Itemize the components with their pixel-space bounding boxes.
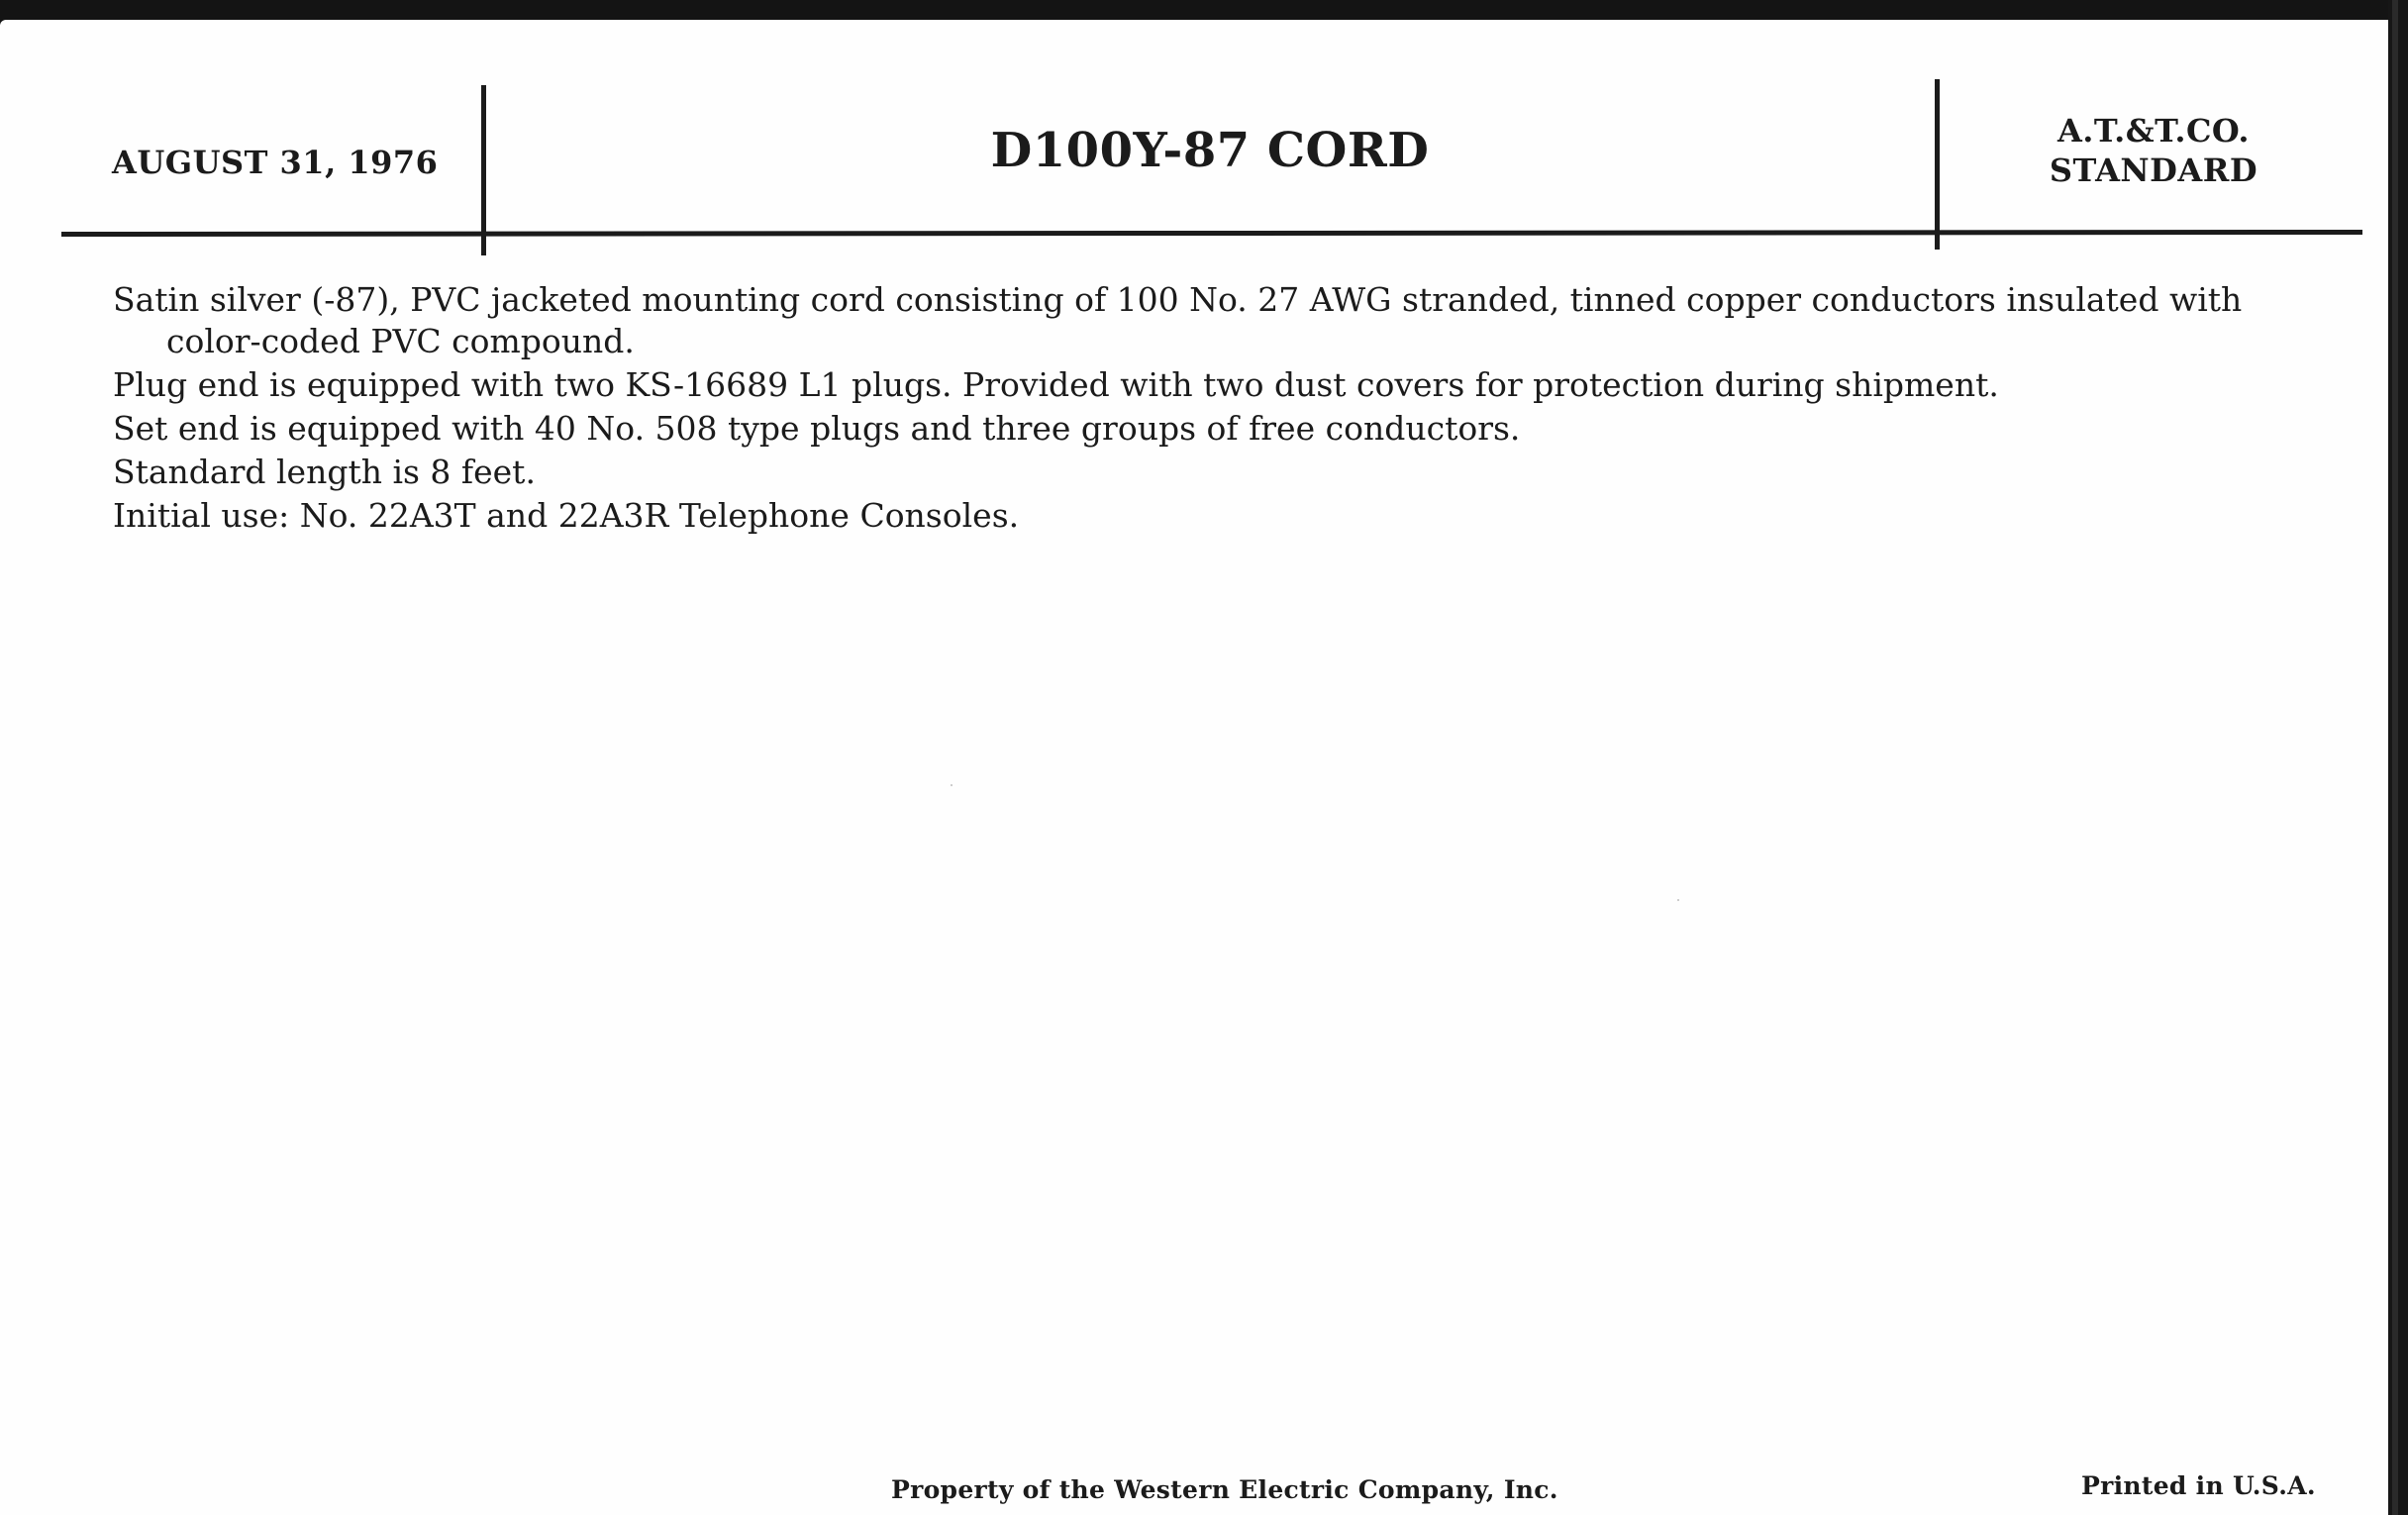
document-title: D100Y-87 CORD: [990, 123, 1430, 178]
standard-label: [1970, 111, 2337, 190]
paper-speck: [951, 784, 953, 786]
standard-line-2: STANDARD: [2049, 152, 2258, 189]
issue-date: AUGUST 31, 1976: [112, 144, 439, 181]
paper-speck: [1677, 899, 1679, 901]
property-notice: Property of the Western Electric Company, Inc.: [891, 1475, 1558, 1504]
specification-card: [0, 20, 2388, 1515]
header-divider-right: [1935, 79, 1940, 250]
paragraph-description: Satin silver (-87), PVC jacketed mounting cord consisting of 100 No. 27 AWG stranded, tinned copper conductors insulated with color-coded PVC compound.: [113, 280, 2243, 360]
standard-line-1: A.T.&T.CO.: [2057, 112, 2251, 150]
header-rule: [61, 230, 2362, 237]
scan-edge: [2388, 0, 2408, 1515]
paragraph-initial-use: Initial use: No. 22A3T and 22A3R Telephone Consoles.: [113, 496, 1020, 535]
paragraph-plug-end: Plug end is equipped with two KS-16689 L1 plugs. Provided with two dust covers for protection during shipment.: [113, 365, 1999, 404]
printed-notice: Printed in U.S.A.: [2081, 1471, 2316, 1500]
paragraph-length: Standard length is 8 feet.: [113, 453, 536, 491]
paragraph-set-end: Set end is equipped with 40 No. 508 type plugs and three groups of free conductors.: [113, 409, 1521, 448]
scan-edge-slit: [2392, 0, 2398, 1515]
description-body: [113, 279, 2331, 539]
